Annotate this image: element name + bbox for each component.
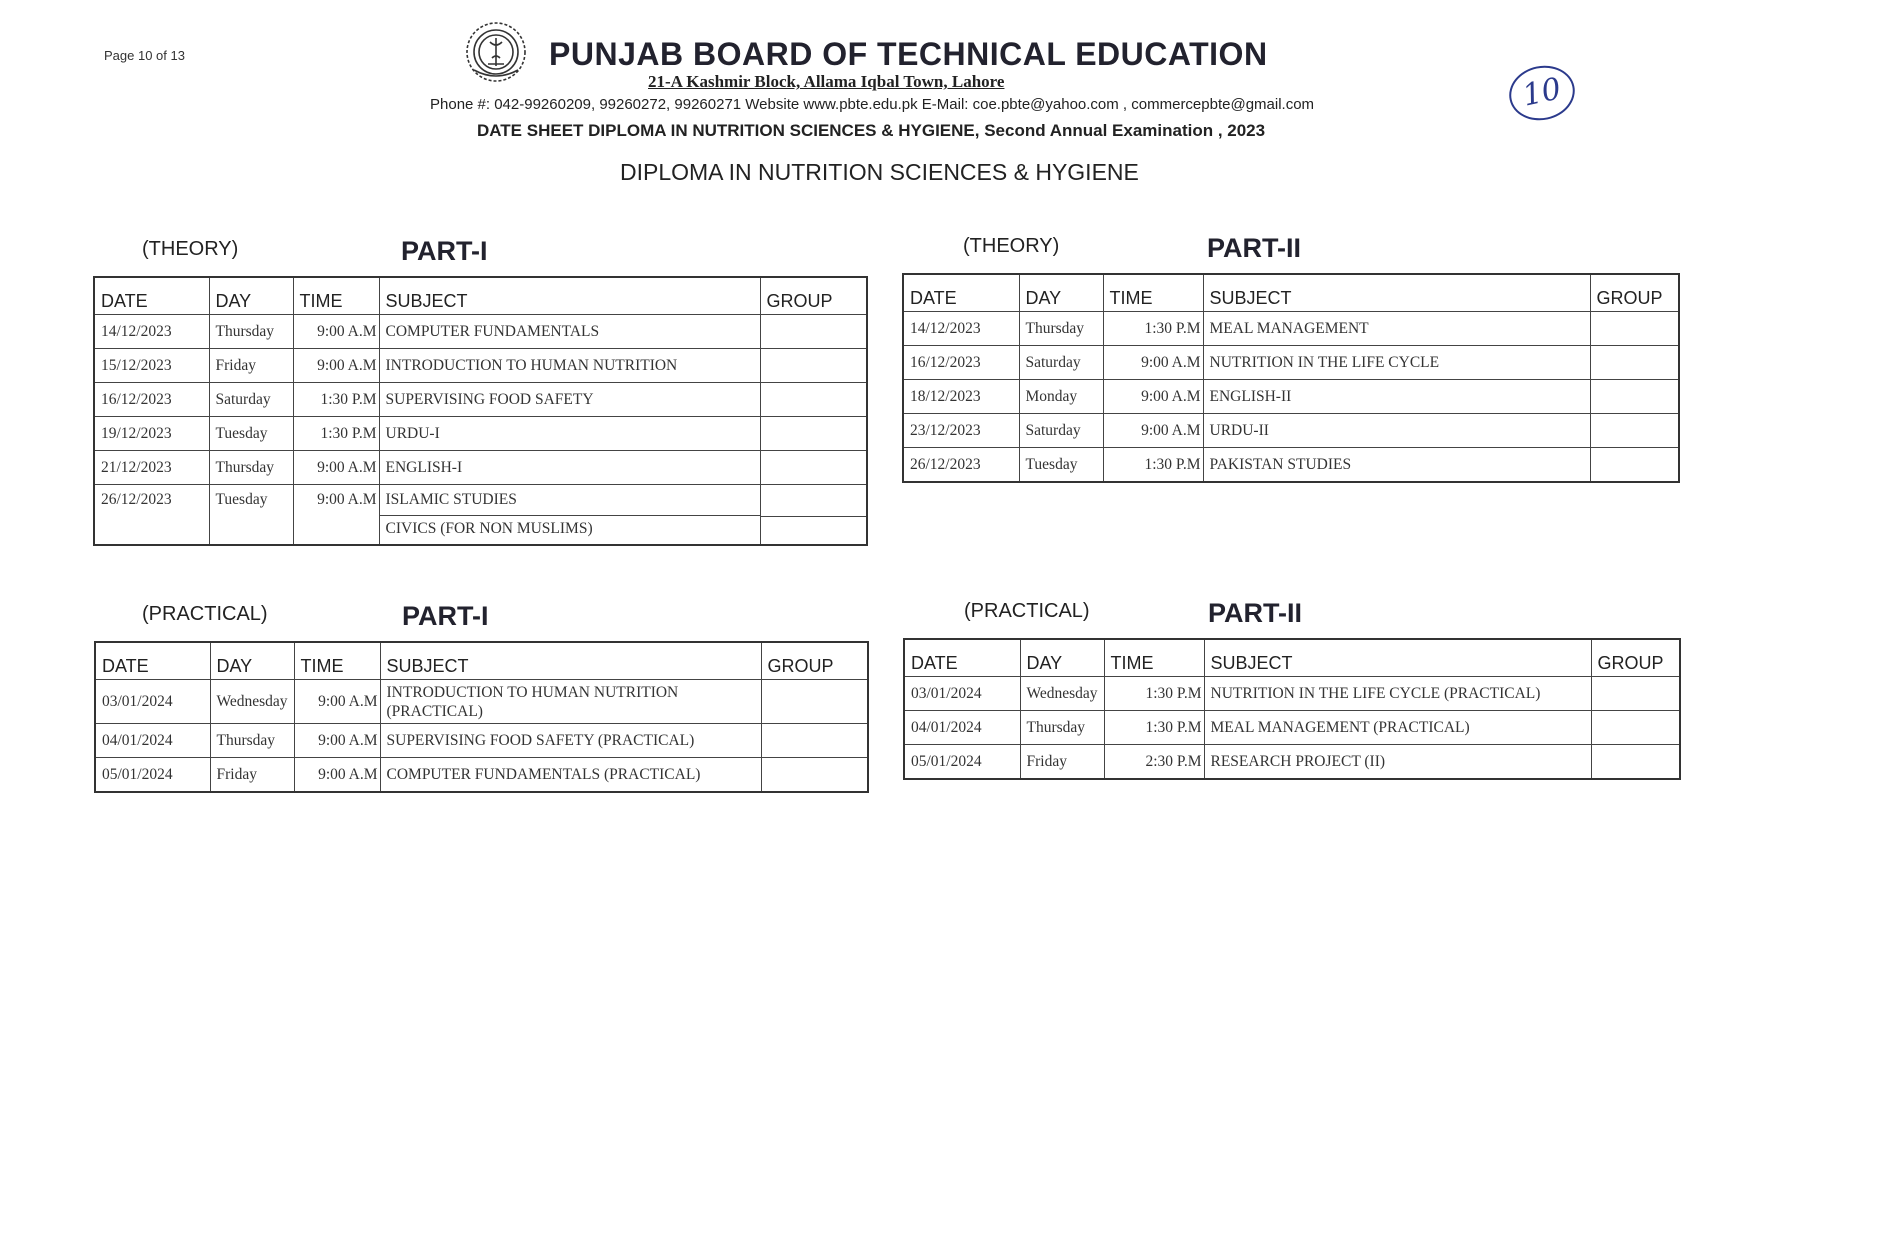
date-cell: 16/12/2023 [94, 383, 209, 417]
table-row [903, 380, 1679, 414]
time-cell: 9:00 A.M [293, 485, 379, 545]
subject-cell: SUPERVISING FOOD SAFETY (PRACTICAL) [380, 724, 761, 758]
table-row [903, 414, 1679, 448]
date-cell: 03/01/2024 [904, 677, 1020, 711]
time-cell: 2:30 P.M [1104, 745, 1204, 780]
table-header-row [94, 277, 867, 315]
practical-part2-part-label: PART-II [1208, 598, 1302, 628]
col-header-date: DATE [95, 642, 210, 680]
practical-part2-type-label: (PRACTICAL) [964, 600, 1090, 622]
time-cell: 9:00 A.M [294, 680, 380, 724]
table-row [903, 346, 1679, 380]
group-cell [761, 680, 868, 724]
day-cell: Wednesday [1020, 677, 1104, 711]
day-cell: Tuesday [1019, 448, 1103, 483]
day-cell: Thursday [209, 315, 293, 349]
col-header-time: TIME [294, 642, 380, 680]
pbte-logo-icon [464, 20, 528, 84]
subject-cell: ENGLISH-I [379, 451, 760, 485]
col-header-group: GROUP [1590, 274, 1679, 312]
col-header-date: DATE [903, 274, 1019, 312]
table-row [94, 315, 867, 349]
date-cell: 04/01/2024 [95, 724, 210, 758]
time-cell: 9:00 A.M [294, 724, 380, 758]
subject-cell [380, 680, 761, 724]
subject-cell: RESEARCH PROJECT (II) [1204, 745, 1591, 780]
day-cell: Tuesday [209, 417, 293, 451]
time-cell: 1:30 P.M [1103, 312, 1203, 346]
group-cell [761, 758, 868, 793]
date-cell: 15/12/2023 [94, 349, 209, 383]
date-cell: 19/12/2023 [94, 417, 209, 451]
subject-cell: SUPERVISING FOOD SAFETY [379, 383, 760, 417]
time-cell: 9:00 A.M [1103, 414, 1203, 448]
group-cell [1590, 380, 1679, 414]
day-cell: Wednesday [210, 680, 294, 724]
org-address: 21-A Kashmir Block, Allama Iqbal Town, Lahore [648, 72, 1005, 91]
table-row [95, 724, 868, 758]
group-cell [1590, 312, 1679, 346]
diploma-title: DIPLOMA IN NUTRITION SCIENCES & HYGIENE [620, 159, 1139, 185]
page-number: Page 10 of 13 [104, 48, 185, 63]
practical-part2-table [903, 638, 1681, 780]
group-cell [760, 315, 867, 349]
date-cell: 18/12/2023 [903, 380, 1019, 414]
col-header-day: DAY [209, 277, 293, 315]
date-cell: 03/01/2024 [95, 680, 210, 724]
time-cell: 9:00 A.M [293, 315, 379, 349]
date-cell: 05/01/2024 [904, 745, 1020, 780]
col-header-subject: SUBJECT [1203, 274, 1590, 312]
col-header-time: TIME [1104, 639, 1204, 677]
day-cell: Friday [209, 349, 293, 383]
subject-cell: URDU-II [1203, 414, 1590, 448]
time-cell: 1:30 P.M [1103, 448, 1203, 483]
day-cell: Thursday [1020, 711, 1104, 745]
group-cell [760, 383, 867, 417]
table-row [95, 680, 868, 724]
theory-part2-table [902, 273, 1680, 483]
date-cell: 23/12/2023 [903, 414, 1019, 448]
table-row [904, 711, 1680, 745]
col-header-subject: SUBJECT [380, 642, 761, 680]
date-cell: 26/12/2023 [94, 485, 209, 545]
subject-cell: NUTRITION IN THE LIFE CYCLE [1203, 346, 1590, 380]
table-header-row [903, 274, 1679, 312]
group-cell [760, 349, 867, 383]
subject-alternative: CIVICS (FOR NON MUSLIMS) [380, 515, 760, 538]
subject-cell: COMPUTER FUNDAMENTALS [379, 315, 760, 349]
col-header-time: TIME [293, 277, 379, 315]
theory-part1-type-label: (THEORY) [142, 238, 239, 260]
theory-part1-part-label: PART-I [401, 236, 488, 266]
day-cell: Saturday [209, 383, 293, 417]
practical-part1-part-label: PART-I [402, 601, 489, 631]
date-sheet-title: DATE SHEET DIPLOMA IN NUTRITION SCIENCES & HYGIENE, Second Annual Examination , 2023 [477, 121, 1266, 140]
day-cell: Monday [1019, 380, 1103, 414]
group-cell [760, 485, 867, 545]
time-cell: 1:30 P.M [293, 417, 379, 451]
group-cell [1591, 677, 1680, 711]
subject-line-1: INTRODUCTION TO HUMAN NUTRITION [386, 683, 679, 701]
subject-cell: MEAL MANAGEMENT [1203, 312, 1590, 346]
table-row [95, 758, 868, 793]
table-row [94, 451, 867, 485]
date-cell: 26/12/2023 [903, 448, 1019, 483]
subject-cell: INTRODUCTION TO HUMAN NUTRITION [379, 349, 760, 383]
handwritten-page-number: 10 [1504, 60, 1580, 127]
day-cell: Thursday [209, 451, 293, 485]
date-cell: 14/12/2023 [903, 312, 1019, 346]
subject-cell: MEAL MANAGEMENT (PRACTICAL) [1204, 711, 1591, 745]
subject-cell: NUTRITION IN THE LIFE CYCLE (PRACTICAL) [1204, 677, 1591, 711]
col-header-day: DAY [1020, 639, 1104, 677]
subject-cell: URDU-I [379, 417, 760, 451]
table-row [903, 312, 1679, 346]
contact-line: Phone #: 042-99260209, 99260272, 99260271 Website www.pbte.edu.pk E-Mail: coe.pbte@yahoo.com , commercepbte@gmail.com [430, 96, 1315, 113]
table-row [904, 745, 1680, 780]
time-cell: 1:30 P.M [1104, 677, 1204, 711]
date-cell: 21/12/2023 [94, 451, 209, 485]
group-cell [761, 724, 868, 758]
group-cell [760, 417, 867, 451]
group-cell [760, 451, 867, 485]
subject-line-2: (PRACTICAL) [386, 702, 483, 720]
time-cell: 9:00 A.M [293, 451, 379, 485]
col-header-day: DAY [1019, 274, 1103, 312]
group-cell [1590, 448, 1679, 483]
org-name: PUNJAB BOARD OF TECHNICAL EDUCATION [549, 36, 1268, 72]
group-cell [1590, 346, 1679, 380]
col-header-group: GROUP [761, 642, 868, 680]
time-cell: 9:00 A.M [1103, 346, 1203, 380]
subject-primary: ISLAMIC STUDIES [385, 491, 517, 508]
table-row [94, 417, 867, 451]
day-cell: Thursday [1019, 312, 1103, 346]
date-cell: 14/12/2023 [94, 315, 209, 349]
theory-part2-type-label: (THEORY) [963, 235, 1060, 257]
table-row [94, 349, 867, 383]
subject-cell: COMPUTER FUNDAMENTALS (PRACTICAL) [380, 758, 761, 793]
time-cell: 1:30 P.M [293, 383, 379, 417]
day-cell: Saturday [1019, 414, 1103, 448]
practical-part1-type-label: (PRACTICAL) [142, 603, 268, 625]
table-row [94, 485, 867, 545]
group-cell [1590, 414, 1679, 448]
col-header-subject: SUBJECT [379, 277, 760, 315]
date-cell: 05/01/2024 [95, 758, 210, 793]
col-header-group: GROUP [760, 277, 867, 315]
group-cell [1591, 745, 1680, 780]
date-cell: 04/01/2024 [904, 711, 1020, 745]
subject-cell: PAKISTAN STUDIES [1203, 448, 1590, 483]
day-cell: Friday [1020, 745, 1104, 780]
day-cell: Friday [210, 758, 294, 793]
date-cell: 16/12/2023 [903, 346, 1019, 380]
subject-cell [379, 485, 760, 545]
time-cell: 9:00 A.M [1103, 380, 1203, 414]
table-row [903, 448, 1679, 483]
col-header-group: GROUP [1591, 639, 1680, 677]
col-header-date: DATE [94, 277, 209, 315]
time-cell: 9:00 A.M [294, 758, 380, 793]
time-cell: 1:30 P.M [1104, 711, 1204, 745]
day-cell: Thursday [210, 724, 294, 758]
theory-part2-part-label: PART-II [1207, 233, 1301, 263]
table-header-row [904, 639, 1680, 677]
table-row [94, 383, 867, 417]
table-row [904, 677, 1680, 711]
col-header-day: DAY [210, 642, 294, 680]
col-header-subject: SUBJECT [1204, 639, 1591, 677]
group-cell [1591, 711, 1680, 745]
col-header-time: TIME [1103, 274, 1203, 312]
practical-part1-table [94, 641, 869, 793]
day-cell: Tuesday [209, 485, 293, 545]
col-header-date: DATE [904, 639, 1020, 677]
subject-cell: ENGLISH-II [1203, 380, 1590, 414]
time-cell: 9:00 A.M [293, 349, 379, 383]
day-cell: Saturday [1019, 346, 1103, 380]
theory-part1-table [93, 276, 868, 546]
table-header-row [95, 642, 868, 680]
